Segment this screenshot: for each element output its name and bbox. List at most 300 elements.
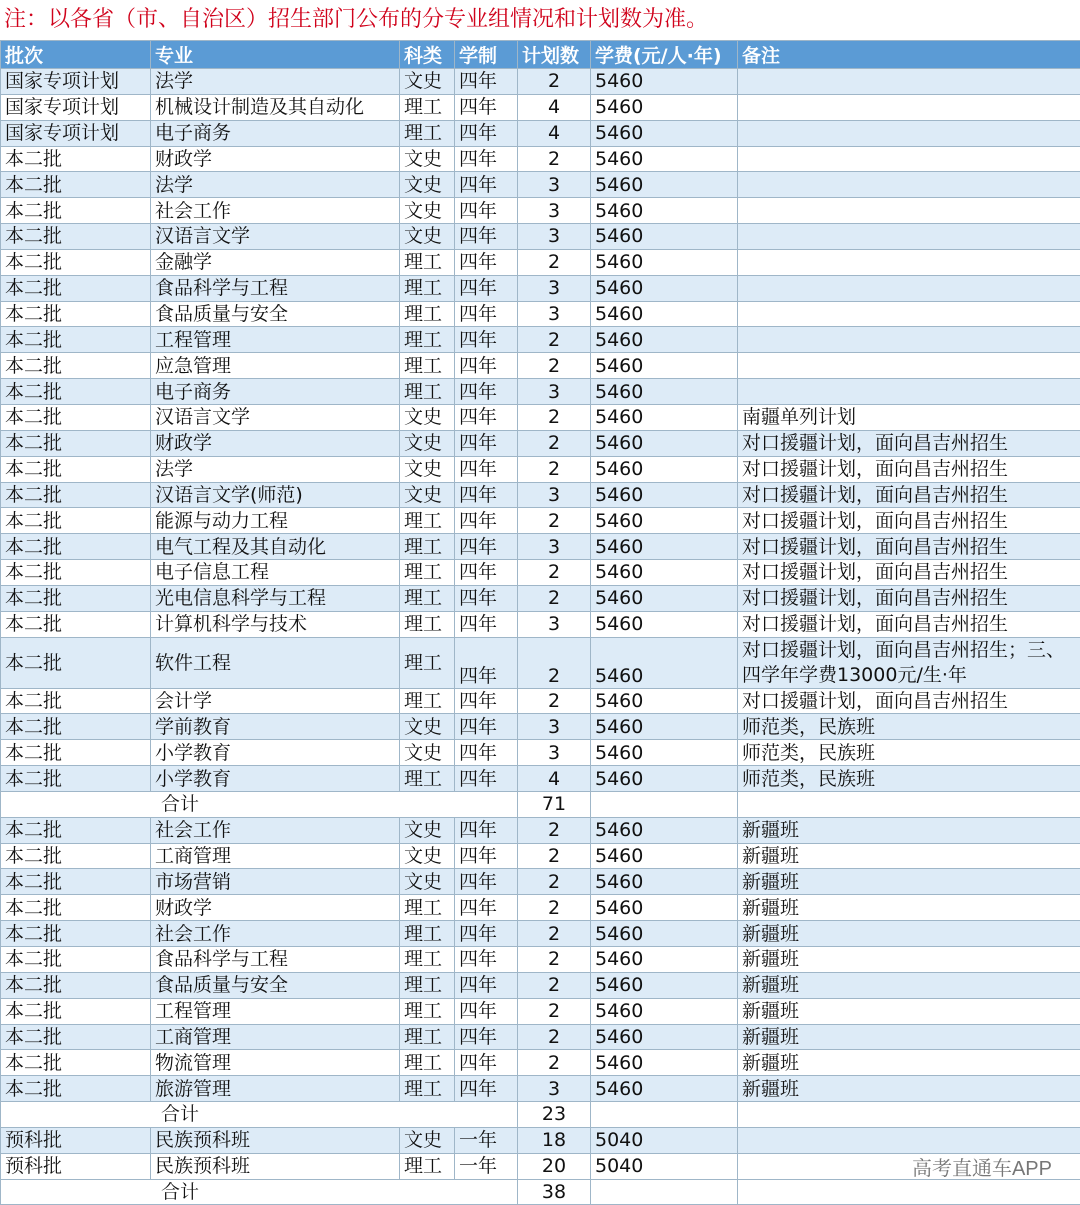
cell-tuition: 5460 (591, 224, 738, 250)
table-row (1, 972, 1080, 998)
cell-tuition: 5460 (591, 275, 738, 301)
cell-remarks: 新疆班 (738, 921, 1080, 947)
cell-tuition: 5460 (591, 482, 738, 508)
cell-tuition: 5460 (591, 94, 738, 120)
total-value: 38 (518, 1179, 591, 1205)
cell-subject-type: 理工 (400, 120, 455, 146)
cell-major: 工商管理 (151, 843, 400, 869)
cell-duration: 四年 (455, 353, 518, 379)
cell-batch: 本二批 (1, 404, 151, 430)
cell-batch: 本二批 (1, 301, 151, 327)
cell-remarks: 对口援疆计划，面向昌吉州招生 (738, 585, 1080, 611)
cell-remarks (738, 1127, 1080, 1153)
cell-subject-type: 文史 (400, 404, 455, 430)
cell-plan-count: 3 (518, 611, 591, 637)
table-row (1, 895, 1080, 921)
cell-plan-count: 2 (518, 1024, 591, 1050)
table-row (1, 327, 1080, 353)
cell-major: 财政学 (151, 146, 400, 172)
cell-batch: 本二批 (1, 327, 151, 353)
cell-remarks (738, 94, 1080, 120)
cell-subject-type: 理工 (400, 766, 455, 792)
cell-major: 电气工程及其自动化 (151, 534, 400, 560)
empty-cell (738, 1102, 1080, 1128)
cell-plan-count: 4 (518, 94, 591, 120)
cell-batch: 国家专项计划 (1, 120, 151, 146)
cell-tuition: 5460 (591, 534, 738, 560)
enrollment-plan-table (0, 40, 1080, 1205)
table-row (1, 198, 1080, 224)
cell-subject-type: 文史 (400, 482, 455, 508)
cell-tuition: 5460 (591, 172, 738, 198)
cell-duration: 四年 (455, 611, 518, 637)
cell-remarks: 对口援疆计划，面向昌吉州招生 (738, 611, 1080, 637)
cell-plan-count: 2 (518, 430, 591, 456)
cell-tuition: 5460 (591, 456, 738, 482)
cell-subject-type: 文史 (400, 740, 455, 766)
table-row (1, 456, 1080, 482)
cell-major: 工商管理 (151, 1024, 400, 1050)
table-row (1, 766, 1080, 792)
cell-tuition: 5460 (591, 817, 738, 843)
watermark-text: 高考直通车APP (912, 1152, 1052, 1181)
cell-remarks (738, 120, 1080, 146)
cell-major: 金融学 (151, 249, 400, 275)
cell-plan-count: 2 (518, 895, 591, 921)
cell-tuition: 5460 (591, 1050, 738, 1076)
cell-major: 物流管理 (151, 1050, 400, 1076)
header-tuition: 学费(元/人·年) (591, 41, 738, 69)
cell-remarks: 对口援疆计划，面向昌吉州招生 (738, 560, 1080, 586)
cell-tuition: 5460 (591, 895, 738, 921)
cell-plan-count: 2 (518, 972, 591, 998)
cell-remarks: 师范类，民族班 (738, 714, 1080, 740)
cell-batch: 本二批 (1, 353, 151, 379)
cell-batch: 本二批 (1, 947, 151, 973)
cell-major: 小学教育 (151, 740, 400, 766)
cell-subject-type: 文史 (400, 172, 455, 198)
cell-subject-type: 文史 (400, 198, 455, 224)
cell-tuition: 5040 (591, 1153, 738, 1179)
table-row (1, 430, 1080, 456)
table-row (1, 301, 1080, 327)
cell-major: 电子商务 (151, 379, 400, 405)
cell-plan-count: 2 (518, 404, 591, 430)
cell-major: 法学 (151, 172, 400, 198)
cell-batch: 本二批 (1, 714, 151, 740)
cell-remarks: 新疆班 (738, 998, 1080, 1024)
empty-cell (591, 1102, 738, 1128)
cell-remarks: 师范类，民族班 (738, 766, 1080, 792)
cell-major: 机械设计制造及其自动化 (151, 94, 400, 120)
cell-batch: 本二批 (1, 456, 151, 482)
cell-subject-type: 理工 (400, 327, 455, 353)
cell-major: 学前教育 (151, 714, 400, 740)
cell-subject-type: 理工 (400, 1076, 455, 1102)
cell-plan-count: 3 (518, 198, 591, 224)
cell-major: 社会工作 (151, 198, 400, 224)
header-plan-count: 计划数 (518, 41, 591, 69)
cell-major: 法学 (151, 456, 400, 482)
cell-plan-count: 2 (518, 843, 591, 869)
cell-remarks: 新疆班 (738, 972, 1080, 998)
total-label: 合计 (1, 791, 518, 817)
cell-plan-count: 20 (518, 1153, 591, 1179)
cell-tuition: 5460 (591, 120, 738, 146)
total-row (1, 1179, 1080, 1205)
cell-major: 汉语言文学 (151, 404, 400, 430)
table-row (1, 508, 1080, 534)
cell-plan-count: 2 (518, 869, 591, 895)
cell-major: 民族预科班 (151, 1127, 400, 1153)
cell-duration: 四年 (455, 198, 518, 224)
cell-tuition: 5460 (591, 972, 738, 998)
cell-tuition: 5460 (591, 1024, 738, 1050)
table-row (1, 120, 1080, 146)
cell-remarks (738, 379, 1080, 405)
table-row (1, 688, 1080, 714)
cell-plan-count: 2 (518, 249, 591, 275)
cell-duration: 四年 (455, 430, 518, 456)
cell-batch: 本二批 (1, 275, 151, 301)
cell-duration: 四年 (455, 534, 518, 560)
cell-plan-count: 3 (518, 172, 591, 198)
cell-plan-count: 2 (518, 921, 591, 947)
cell-batch: 本二批 (1, 843, 151, 869)
table-row (1, 275, 1080, 301)
cell-plan-count: 3 (518, 740, 591, 766)
cell-remarks (738, 249, 1080, 275)
table-row (1, 843, 1080, 869)
cell-major: 财政学 (151, 895, 400, 921)
table-row (1, 172, 1080, 198)
cell-plan-count: 2 (518, 456, 591, 482)
cell-duration: 一年 (455, 1153, 518, 1179)
cell-subject-type: 理工 (400, 249, 455, 275)
cell-subject-type: 理工 (400, 921, 455, 947)
cell-plan-count: 2 (518, 560, 591, 586)
cell-duration: 四年 (455, 895, 518, 921)
cell-major: 电子商务 (151, 120, 400, 146)
cell-remarks: 新疆班 (738, 1024, 1080, 1050)
table-row (1, 249, 1080, 275)
cell-tuition: 5460 (591, 1076, 738, 1102)
cell-plan-count: 2 (518, 585, 591, 611)
cell-duration: 四年 (455, 482, 518, 508)
table-row (1, 947, 1080, 973)
cell-subject-type: 理工 (400, 998, 455, 1024)
cell-duration: 四年 (455, 947, 518, 973)
cell-plan-count: 3 (518, 534, 591, 560)
cell-major: 法学 (151, 69, 400, 95)
cell-major: 工程管理 (151, 327, 400, 353)
cell-major: 电子信息工程 (151, 560, 400, 586)
cell-major: 食品质量与安全 (151, 972, 400, 998)
table-row (1, 224, 1080, 250)
cell-tuition: 5460 (591, 379, 738, 405)
cell-major: 计算机科学与技术 (151, 611, 400, 637)
cell-subject-type: 文史 (400, 1127, 455, 1153)
cell-plan-count: 2 (518, 998, 591, 1024)
cell-tuition: 5460 (591, 508, 738, 534)
cell-tuition: 5460 (591, 998, 738, 1024)
cell-remarks (738, 69, 1080, 95)
cell-duration: 四年 (455, 766, 518, 792)
cell-remarks (738, 172, 1080, 198)
cell-duration: 四年 (455, 921, 518, 947)
cell-batch: 本二批 (1, 1024, 151, 1050)
cell-subject-type: 理工 (400, 585, 455, 611)
cell-remarks: 新疆班 (738, 947, 1080, 973)
cell-plan-count: 3 (518, 1076, 591, 1102)
cell-plan-count: 2 (518, 947, 591, 973)
cell-subject-type: 理工 (400, 534, 455, 560)
cell-duration: 四年 (455, 508, 518, 534)
cell-remarks: 新疆班 (738, 817, 1080, 843)
cell-remarks: 对口援疆计划，面向昌吉州招生 (738, 688, 1080, 714)
table-row (1, 611, 1080, 637)
cell-duration: 四年 (455, 172, 518, 198)
cell-batch: 本二批 (1, 740, 151, 766)
cell-remarks: 新疆班 (738, 1050, 1080, 1076)
cell-major: 民族预科班 (151, 1153, 400, 1179)
cell-batch: 本二批 (1, 508, 151, 534)
cell-batch: 本二批 (1, 972, 151, 998)
cell-major: 能源与动力工程 (151, 508, 400, 534)
table-row (1, 1050, 1080, 1076)
cell-tuition: 5460 (591, 430, 738, 456)
cell-subject-type: 文史 (400, 869, 455, 895)
cell-batch: 本二批 (1, 585, 151, 611)
cell-subject-type: 文史 (400, 456, 455, 482)
cell-remarks: 对口援疆计划，面向昌吉州招生 (738, 534, 1080, 560)
cell-tuition: 5460 (591, 637, 738, 688)
cell-subject-type: 理工 (400, 379, 455, 405)
cell-major: 小学教育 (151, 766, 400, 792)
table-row (1, 585, 1080, 611)
cell-subject-type: 理工 (400, 972, 455, 998)
cell-remarks (738, 327, 1080, 353)
cell-plan-count: 2 (518, 146, 591, 172)
cell-tuition: 5460 (591, 301, 738, 327)
cell-duration: 四年 (455, 869, 518, 895)
cell-duration: 四年 (455, 714, 518, 740)
cell-subject-type: 理工 (400, 301, 455, 327)
cell-batch: 本二批 (1, 198, 151, 224)
cell-plan-count: 2 (518, 817, 591, 843)
header-batch: 批次 (1, 41, 151, 69)
cell-tuition: 5460 (591, 327, 738, 353)
cell-subject-type: 理工 (400, 560, 455, 586)
table-row (1, 1076, 1080, 1102)
cell-remarks: 南疆单列计划 (738, 404, 1080, 430)
cell-batch: 本二批 (1, 998, 151, 1024)
cell-plan-count: 3 (518, 275, 591, 301)
empty-cell (591, 1179, 738, 1205)
cell-plan-count: 2 (518, 327, 591, 353)
table-row (1, 740, 1080, 766)
cell-duration: 四年 (455, 585, 518, 611)
table-row (1, 921, 1080, 947)
cell-duration: 四年 (455, 1050, 518, 1076)
cell-remarks (738, 353, 1080, 379)
cell-batch: 预科批 (1, 1127, 151, 1153)
cell-batch: 本二批 (1, 869, 151, 895)
cell-plan-count: 3 (518, 379, 591, 405)
cell-remarks: 对口援疆计划，面向昌吉州招生 (738, 456, 1080, 482)
cell-batch: 本二批 (1, 637, 151, 688)
cell-subject-type: 文史 (400, 224, 455, 250)
cell-plan-count: 4 (518, 766, 591, 792)
cell-tuition: 5460 (591, 585, 738, 611)
cell-major: 工程管理 (151, 998, 400, 1024)
cell-major: 光电信息科学与工程 (151, 585, 400, 611)
cell-batch: 本二批 (1, 224, 151, 250)
cell-batch: 本二批 (1, 534, 151, 560)
cell-plan-count: 2 (518, 1050, 591, 1076)
cell-tuition: 5460 (591, 198, 738, 224)
cell-tuition: 5460 (591, 560, 738, 586)
cell-duration: 四年 (455, 998, 518, 1024)
cell-subject-type: 理工 (400, 947, 455, 973)
cell-subject-type: 理工 (400, 895, 455, 921)
cell-plan-count: 2 (518, 353, 591, 379)
cell-duration: 四年 (455, 249, 518, 275)
header-subject-type: 科类 (400, 41, 455, 69)
table-row (1, 353, 1080, 379)
cell-duration: 四年 (455, 224, 518, 250)
cell-plan-count: 18 (518, 1127, 591, 1153)
cell-tuition: 5460 (591, 249, 738, 275)
cell-remarks (738, 275, 1080, 301)
cell-duration: 四年 (455, 120, 518, 146)
cell-subject-type: 文史 (400, 430, 455, 456)
cell-tuition: 5460 (591, 766, 738, 792)
cell-duration: 四年 (455, 1024, 518, 1050)
cell-plan-count: 3 (518, 224, 591, 250)
cell-batch: 预科批 (1, 1153, 151, 1179)
cell-duration: 四年 (455, 843, 518, 869)
total-value: 23 (518, 1102, 591, 1128)
cell-batch: 本二批 (1, 1076, 151, 1102)
cell-plan-count: 2 (518, 637, 591, 688)
cell-subject-type: 文史 (400, 69, 455, 95)
table-row (1, 379, 1080, 405)
table-row (1, 637, 1080, 688)
cell-tuition: 5460 (591, 404, 738, 430)
cell-plan-count: 2 (518, 688, 591, 714)
cell-subject-type: 文史 (400, 714, 455, 740)
cell-batch: 国家专项计划 (1, 94, 151, 120)
cell-major: 食品质量与安全 (151, 301, 400, 327)
cell-duration: 四年 (455, 972, 518, 998)
total-row (1, 1102, 1080, 1128)
total-label: 合计 (1, 1102, 518, 1128)
cell-major: 社会工作 (151, 817, 400, 843)
cell-subject-type: 文史 (400, 817, 455, 843)
table-row (1, 869, 1080, 895)
table-row (1, 69, 1080, 95)
cell-major: 市场营销 (151, 869, 400, 895)
cell-tuition: 5460 (591, 843, 738, 869)
table-row (1, 714, 1080, 740)
cell-duration: 四年 (455, 275, 518, 301)
table-row (1, 94, 1080, 120)
table-row (1, 146, 1080, 172)
cell-batch: 本二批 (1, 430, 151, 456)
header-major: 专业 (151, 41, 400, 69)
cell-duration: 四年 (455, 69, 518, 95)
cell-duration: 四年 (455, 688, 518, 714)
cell-subject-type: 理工 (400, 1050, 455, 1076)
cell-duration: 四年 (455, 1076, 518, 1102)
cell-remarks: 师范类，民族班 (738, 740, 1080, 766)
cell-duration: 四年 (455, 740, 518, 766)
cell-subject-type: 理工 (400, 688, 455, 714)
cell-major: 应急管理 (151, 353, 400, 379)
cell-tuition: 5460 (591, 146, 738, 172)
cell-subject-type: 文史 (400, 843, 455, 869)
cell-remarks (738, 198, 1080, 224)
cell-remarks: 对口援疆计划，面向昌吉州招生 (738, 430, 1080, 456)
empty-cell (738, 791, 1080, 817)
cell-batch: 本二批 (1, 172, 151, 198)
cell-duration: 四年 (455, 327, 518, 353)
cell-major: 食品科学与工程 (151, 947, 400, 973)
cell-major: 财政学 (151, 430, 400, 456)
cell-tuition: 5460 (591, 688, 738, 714)
cell-plan-count: 2 (518, 69, 591, 95)
cell-batch: 本二批 (1, 1050, 151, 1076)
cell-batch: 本二批 (1, 482, 151, 508)
table-note: 注：以各省（市、自治区）招生部门公布的分专业组情况和计划数为准。 (0, 0, 1080, 40)
table-row (1, 998, 1080, 1024)
cell-remarks: 新疆班 (738, 843, 1080, 869)
cell-batch: 本二批 (1, 688, 151, 714)
cell-subject-type: 理工 (400, 611, 455, 637)
cell-batch: 本二批 (1, 249, 151, 275)
cell-batch: 本二批 (1, 766, 151, 792)
table-header-row (1, 41, 1080, 69)
cell-subject-type: 理工 (400, 637, 455, 688)
cell-duration: 四年 (455, 379, 518, 405)
cell-major: 汉语言文学(师范) (151, 482, 400, 508)
cell-batch: 本二批 (1, 146, 151, 172)
cell-tuition: 5460 (591, 740, 738, 766)
table-row (1, 1024, 1080, 1050)
cell-batch: 国家专项计划 (1, 69, 151, 95)
cell-remarks: 新疆班 (738, 869, 1080, 895)
cell-batch: 本二批 (1, 379, 151, 405)
total-row (1, 791, 1080, 817)
cell-remarks (738, 301, 1080, 327)
cell-tuition: 5460 (591, 869, 738, 895)
cell-remarks: 对口援疆计划，面向昌吉州招生 (738, 482, 1080, 508)
cell-batch: 本二批 (1, 895, 151, 921)
table-row (1, 560, 1080, 586)
cell-batch: 本二批 (1, 560, 151, 586)
cell-major: 会计学 (151, 688, 400, 714)
cell-duration: 四年 (455, 301, 518, 327)
total-value: 71 (518, 791, 591, 817)
cell-batch: 本二批 (1, 817, 151, 843)
cell-tuition: 5460 (591, 921, 738, 947)
table-row (1, 534, 1080, 560)
header-remarks: 备注 (738, 41, 1080, 69)
cell-batch: 本二批 (1, 921, 151, 947)
cell-remarks: 对口援疆计划，面向昌吉州招生；三、四学年学费13000元/生·年 (738, 637, 1080, 688)
cell-remarks: 对口援疆计划，面向昌吉州招生 (738, 508, 1080, 534)
